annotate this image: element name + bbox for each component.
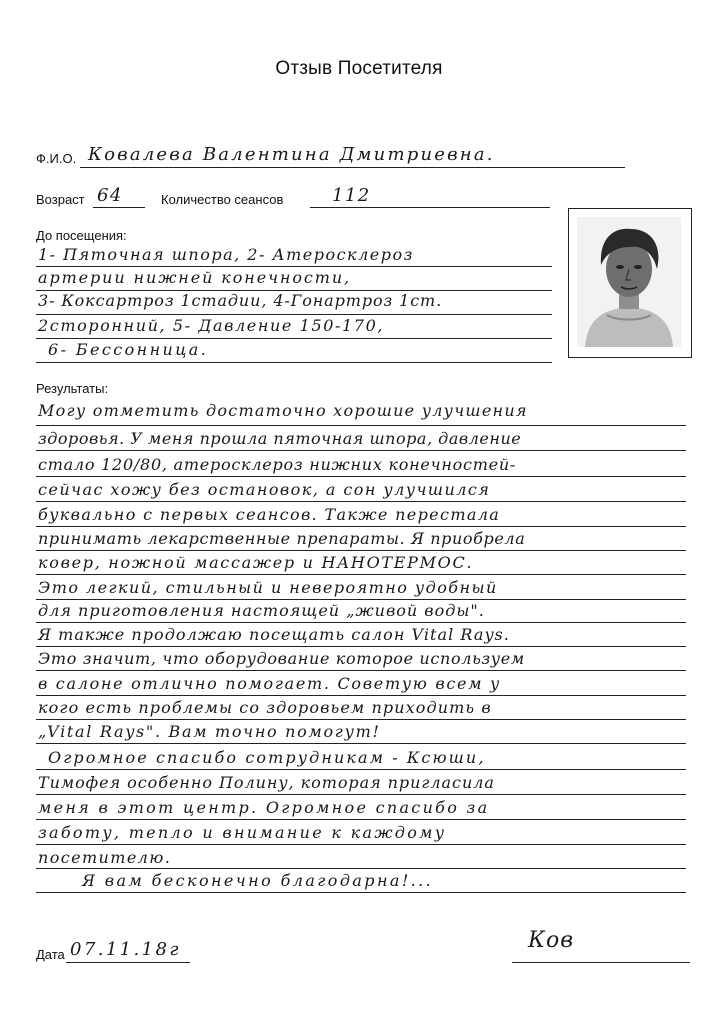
before-rule bbox=[36, 362, 552, 363]
date-value: 07.11.18г bbox=[70, 939, 181, 960]
page-title: Отзыв Посетителя bbox=[275, 58, 443, 79]
results-rule bbox=[36, 819, 686, 820]
results-line: посетителю. bbox=[38, 848, 172, 867]
before-rule bbox=[36, 290, 552, 291]
results-line: стало 120/80, атеросклероз нижних конечностей- bbox=[38, 455, 517, 474]
results-rule bbox=[36, 844, 686, 845]
results-line: ковер, ножной массажер и НАНОТЕРМОС. bbox=[38, 553, 474, 572]
results-rule bbox=[36, 574, 686, 575]
results-rule bbox=[36, 769, 686, 770]
results-line: Это значит, что оборудование которое используем bbox=[38, 649, 525, 668]
results-rule bbox=[36, 719, 686, 720]
results-rule bbox=[36, 695, 686, 696]
results-line: заботу, тепло и внимание к каждому bbox=[38, 823, 447, 842]
results-line: Могу отметить достаточно хорошие улучшения bbox=[38, 401, 528, 420]
date-line bbox=[66, 962, 190, 963]
results-rule bbox=[36, 476, 686, 477]
before-line: 3- Коксартроз 1стадии, 4-Гонартроз 1ст. bbox=[38, 291, 443, 310]
sessions-value: 112 bbox=[332, 185, 371, 206]
results-rule bbox=[36, 501, 686, 502]
age-line bbox=[93, 207, 145, 208]
before-rule bbox=[36, 266, 552, 267]
results-rule bbox=[36, 599, 686, 600]
before-line: артерии нижней конечности, bbox=[38, 268, 352, 287]
results-line: Я вам бесконечно благодарна!... bbox=[82, 871, 434, 890]
results-line: „Vital Rays". Вам точно помогут! bbox=[38, 722, 381, 741]
results-rule bbox=[36, 622, 686, 623]
results-rule bbox=[36, 450, 686, 451]
results-line: Тимофея особенно Полину, которая пригласила bbox=[38, 773, 495, 792]
before-line: 1- Пяточная шпора, 2- Атеросклероз bbox=[38, 245, 414, 264]
date-label: Дата bbox=[36, 947, 65, 962]
results-rule bbox=[36, 550, 686, 551]
results-line: Это легкий, стильный и невероятно удобный bbox=[38, 578, 498, 597]
results-line: в салоне отлично помогает. Советую всем у bbox=[38, 674, 501, 693]
results-line: для приготовления настоящей „живой воды". bbox=[38, 601, 485, 620]
name-label: Ф.И.О. bbox=[36, 151, 77, 166]
name-line bbox=[80, 167, 625, 168]
results-rule bbox=[36, 646, 686, 647]
before-line: 2сторонний, 5- Давление 150-170, bbox=[38, 316, 385, 335]
results-line: кого есть проблемы со здоровьем приходить в bbox=[38, 698, 492, 717]
name-value: Ковалева Валентина Дмитриевна. bbox=[88, 144, 495, 165]
results-line: меня в этот центр. Огромное спасибо за bbox=[38, 798, 490, 817]
results-line: Огромное спасибо сотрудникам - Ксюши, bbox=[48, 748, 486, 767]
signature: Ков bbox=[528, 928, 575, 953]
sessions-line bbox=[310, 207, 550, 208]
results-line: буквально с первых сеансов. Также перестала bbox=[38, 505, 501, 524]
results-line: принимать лекарственные препараты. Я приобрела bbox=[38, 529, 526, 548]
results-rule bbox=[36, 868, 686, 869]
portrait-icon bbox=[577, 217, 681, 347]
age-value: 64 bbox=[97, 185, 123, 206]
visitor-photo bbox=[568, 208, 692, 358]
results-rule bbox=[36, 526, 686, 527]
results-line: Я также продолжаю посещать салон Vital Rays. bbox=[38, 625, 510, 644]
results-line: здоровья. У меня прошла пяточная шпора, давление bbox=[38, 429, 522, 448]
results-rule bbox=[36, 794, 686, 795]
results-label: Результаты: bbox=[36, 381, 109, 396]
results-rule bbox=[36, 892, 686, 893]
signature-line bbox=[512, 962, 690, 963]
results-rule bbox=[36, 425, 686, 426]
before-rule bbox=[36, 338, 552, 339]
sessions-label: Количество сеансов bbox=[161, 192, 284, 207]
before-label: До посещения: bbox=[36, 228, 127, 243]
age-label: Возраст bbox=[36, 192, 85, 207]
before-rule bbox=[36, 314, 552, 315]
results-rule bbox=[36, 743, 686, 744]
before-line: 6- Бессонница. bbox=[48, 340, 209, 359]
results-rule bbox=[36, 670, 686, 671]
results-line: сейчас хожу без остановок, а сон улучшился bbox=[38, 480, 491, 499]
